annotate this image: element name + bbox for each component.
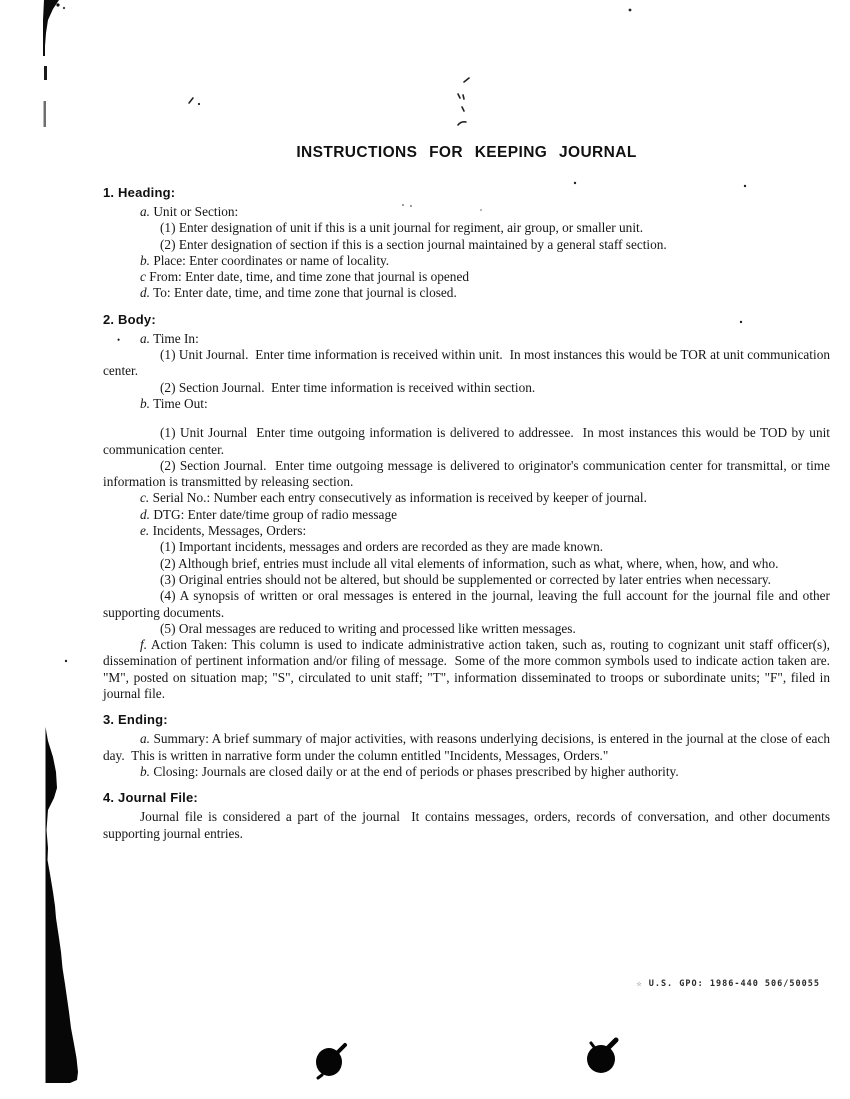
item-marker: c. — [140, 490, 150, 506]
ink-blob-right — [587, 1040, 616, 1073]
paragraph-text: Summary: A brief summary of major activities, with reasons underlying decisions, is entered in the journal at the close of each day. This is written in narrative form under the column entitled "Incidents, Messages, Orders." — [103, 731, 830, 763]
bullet-mark: • — [117, 334, 121, 345]
paragraph — [103, 588, 830, 621]
paragraph — [103, 539, 830, 555]
item-marker: d. — [140, 285, 150, 301]
item-marker: f. — [140, 637, 148, 653]
item-marker: a. — [140, 330, 150, 346]
paragraph-text: Important incidents, messages and orders are recorded as they are made known. — [178, 539, 604, 555]
paragraph-text: Unit Journal. Enter time information is received within unit. In most instances this would be TOR at unit communication center. — [103, 347, 830, 379]
paragraph — [103, 507, 830, 523]
item-marker: e. — [140, 523, 150, 539]
section-heading: 3. Ending: — [103, 712, 168, 728]
paragraph-text: Action Taken: This column is used to indicate administrative action taken, such as, routing to cognizant unit staff officer(s), dissemination of pertinent information and/or filing of message. Some of the more common symbols used to indicate action taken are. "M", posted on situation map; "S", circulated to unit staff; "T", information disseminated to troops or subordinate units; "F", filed in journal file. — [103, 637, 830, 702]
paragraph-text: Time In: — [153, 330, 199, 346]
paragraph — [103, 523, 830, 539]
item-marker: (2) — [160, 457, 176, 473]
page-title: INSTRUCTIONS FOR KEEPING JOURNAL — [296, 144, 637, 161]
item-marker: (2) — [160, 379, 176, 395]
paragraph-text: Although brief, entries must include all vital elements of information, such as what, where, when, how, and who. — [178, 555, 779, 571]
paragraph-text: Unit or Section: — [153, 204, 239, 219]
item-marker: (5) — [160, 620, 176, 636]
section-heading: 4. Journal File: — [103, 790, 198, 806]
paragraph — [103, 220, 830, 236]
paragraph — [103, 347, 830, 380]
ink-blob-left — [316, 1045, 345, 1078]
paragraph-text: Place: Enter coordinates or name of locality. — [153, 252, 390, 268]
item-marker: (3) — [160, 571, 176, 587]
paragraph — [103, 556, 830, 572]
paragraph — [103, 621, 830, 637]
item-marker: d. — [140, 506, 150, 522]
paragraph — [103, 764, 830, 780]
paragraph — [103, 380, 830, 396]
item-marker: (1) — [160, 425, 176, 441]
paragraph-text: Enter designation of section if this is a section journal maintained by a general staff section. — [178, 236, 667, 252]
paragraph-text: Incidents, Messages, Orders: — [152, 523, 307, 539]
paragraph — [103, 458, 830, 491]
item-marker: (2) — [160, 236, 176, 252]
paragraph — [103, 269, 830, 285]
item-marker: b. — [140, 252, 150, 268]
paragraph — [103, 285, 830, 301]
paragraph-text: Original entries should not be altered, but should be supplemented or corrected by later entries when necessary. — [178, 571, 771, 587]
paragraph-text: Oral messages are reduced to writing and processed like written messages. — [178, 620, 576, 636]
paragraph — [103, 572, 830, 588]
paragraph — [103, 237, 830, 253]
paragraph-text: Enter designation of unit if this is a unit journal for regiment, air group, or smaller unit. — [178, 220, 644, 236]
item-marker: a. — [140, 731, 150, 747]
paragraph — [103, 490, 830, 506]
section-heading: 1. Heading: — [103, 185, 176, 200]
paragraph — [103, 637, 830, 702]
paragraph-text: Time Out: — [153, 395, 208, 411]
item-marker: a. — [140, 204, 150, 219]
paragraph-text: Section Journal. Enter time information is received within section. — [178, 379, 536, 395]
item-marker: b. — [140, 763, 150, 779]
paragraph — [103, 331, 830, 347]
paragraph-text: Journal file is considered a part of the journal It contains messages, orders, records of conversation, and other documents supporting journal entries. — [103, 809, 830, 841]
paragraph-text: Unit Journal Enter time outgoing information is delivered to addressee. In most instances this would be TOD by unit communication center. — [103, 425, 830, 457]
paragraph — [103, 396, 830, 412]
document-body — [103, 185, 830, 842]
paragraph-text: To: Enter date, time, and time zone that journal is closed. — [153, 285, 457, 301]
paragraph — [103, 204, 830, 220]
item-marker: (1) — [160, 220, 176, 236]
gpo-imprint: ☆ U.S. GPO: 1986-440 506/50055 — [636, 979, 820, 989]
paragraph-text: Serial No.: Number each entry consecutively as information is received by keeper of journal. — [152, 490, 647, 506]
paragraph-text: A synopsis of written or oral messages is entered in the journal, leaving the full account for the journal file and other supporting documents. — [103, 588, 830, 620]
item-marker: (1) — [160, 539, 176, 555]
item-marker: (1) — [160, 347, 176, 363]
paragraph-text: Section Journal. Enter time outgoing message is delivered to originator's communication center for transmittal, or time information is transmitted by releasing section. — [103, 457, 831, 490]
paragraph — [103, 731, 830, 764]
paragraph — [103, 809, 830, 842]
item-marker: b. — [140, 395, 150, 411]
section-heading: 2. Body: — [103, 311, 156, 327]
paragraph-text: DTG: Enter date/time group of radio message — [153, 506, 398, 522]
item-marker: (4) — [160, 588, 176, 604]
paragraph-text: Closing: Journals are closed daily or at the end of periods or phases prescribed by higher authority. — [153, 763, 679, 779]
paragraph-text: From: Enter date, time, and time zone that journal is opened — [149, 269, 470, 285]
paragraph — [103, 253, 830, 269]
item-marker: (2) — [160, 555, 176, 571]
item-marker: c — [140, 269, 146, 285]
paragraph — [103, 425, 830, 458]
